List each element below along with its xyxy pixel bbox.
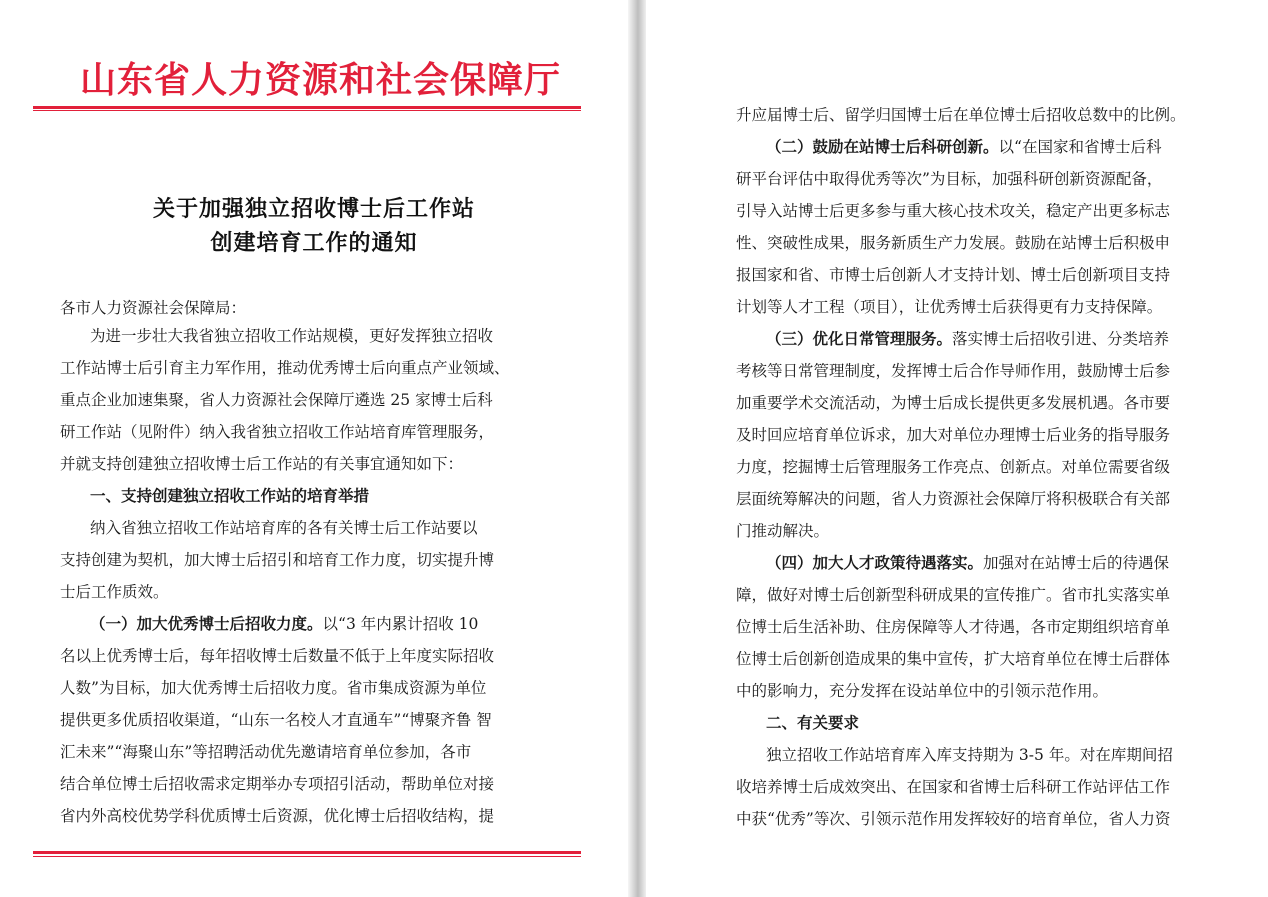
subsection-line bbox=[766, 328, 1169, 350]
body-line: 障，做好对博士后创新型科研成果的宣传推广。省市扎实落实单 bbox=[736, 586, 1171, 604]
body-line: 名以上优秀博士后，每年招收博士后数量不低于上年度实际招收 bbox=[60, 647, 495, 665]
body-line: 并就支持创建独立招收博士后工作站的有关事宜通知如下： bbox=[60, 455, 464, 473]
body-line: 研平台评估中取得优秀等次”为目标，加强科研创新资源配备， bbox=[736, 170, 1163, 188]
body-line: 计划等人才工程（项目），让优秀博士后获得更有力支持保障。 bbox=[736, 298, 1163, 316]
body-line: 引导入站博士后更多参与重大核心技术攻关，稳定产出更多标志 bbox=[736, 202, 1171, 220]
right-page bbox=[646, 0, 1268, 897]
section-heading-1: 一、支持创建独立招收工作站的培育举措 bbox=[90, 486, 370, 505]
footer-rule-thin bbox=[33, 856, 581, 857]
body-line: 力度，挖掘博士后管理服务工作亮点、创新点。对单位需要省级 bbox=[736, 458, 1171, 476]
body-line: 升应届博士后、留学归国博士后在单位博士后招收总数中的比例。 bbox=[736, 106, 1186, 124]
body-line: 位博士后创新创造成果的集中宣传，扩大培育单位在博士后群体 bbox=[736, 650, 1171, 668]
body-line: 层面统筹解决的问题，省人力资源社会保障厅将积极联合有关部 bbox=[736, 490, 1171, 508]
body-line: 考核等日常管理制度，发挥博士后合作导师作用，鼓励博士后参 bbox=[736, 362, 1171, 380]
body-line: 提供更多优质招收渠道，“山东一名校人才直通车”“博聚齐鲁 智 bbox=[60, 711, 492, 729]
document-title-line-2: 创建培育工作的通知 bbox=[210, 230, 418, 256]
subsection-line bbox=[766, 136, 1161, 158]
left-page bbox=[0, 0, 628, 897]
subsection-text: 加强对在站博士后的待遇保 bbox=[983, 554, 1170, 572]
page-gutter bbox=[628, 0, 646, 897]
subsection-line bbox=[766, 552, 1169, 574]
subsection-line bbox=[90, 613, 478, 635]
document-title-line-1: 关于加强独立招收博士后工作站 bbox=[152, 196, 475, 222]
subsection-text: 落实博士后招收引进、分类培养 bbox=[952, 330, 1170, 348]
body-line: 结合单位博士后招收需求定期举办专项招引活动，帮助单位对接 bbox=[60, 775, 495, 793]
body-line: 报国家和省、市博士后创新人才支持计划、博士后创新项目支持 bbox=[736, 266, 1171, 284]
body-line: 位博士后生活补助、住房保障等人才待遇，各市定期组织培育单 bbox=[736, 618, 1171, 636]
body-line: 支持创建为契机，加大博士后招引和培育工作力度，切实提升博 bbox=[60, 551, 495, 569]
subsection-heading-4: （四）加大人才政策待遇落实。 bbox=[766, 553, 984, 572]
body-line: 独立招收工作站培育库入库支持期为 3-5 年。对在库期间招 bbox=[766, 746, 1173, 764]
body-line: 中获“优秀”等次、引领示范作用发挥较好的培育单位，省人力资 bbox=[736, 810, 1171, 828]
body-line: 中的影响力，充分发挥在设站单位中的引领示范作用。 bbox=[736, 682, 1109, 700]
body-line: 工作站博士后引育主力军作用，推动优秀博士后向重点产业领域、 bbox=[60, 359, 510, 377]
subsection-text: 以“3 年内累计招收 10 bbox=[322, 615, 479, 633]
footer-rule-thick bbox=[33, 851, 581, 854]
body-line: 重点企业加速集聚，省人力资源社会保障厅遴选 25 家博士后科 bbox=[60, 391, 493, 409]
body-line: 省内外高校优势学科优质博士后资源，优化博士后招收结构，提 bbox=[60, 807, 495, 825]
body-line: 纳入省独立招收工作站培育库的各有关博士后工作站要以 bbox=[90, 519, 478, 537]
subsection-heading-3: （三）优化日常管理服务。 bbox=[766, 329, 953, 348]
body-line: 人数”为目标，加大优秀博士后招收力度。省市集成资源为单位 bbox=[60, 679, 487, 697]
agency-letterhead: 山东省人力资源和社会保障厅 bbox=[80, 59, 562, 101]
subsection-heading-1: （一）加大优秀博士后招收力度。 bbox=[90, 614, 323, 633]
body-line: 及时回应培育单位诉求，加大对单位办理博士后业务的指导服务 bbox=[736, 426, 1171, 444]
subsection-text: 以“在国家和省博士后科 bbox=[998, 138, 1162, 156]
section-heading-2: 二、有关要求 bbox=[766, 713, 860, 732]
body-line: 门推动解决。 bbox=[736, 522, 830, 540]
body-line: 为进一步壮大我省独立招收工作站规模，更好发挥独立招收 bbox=[90, 327, 494, 345]
body-line: 性、突破性成果，服务新质生产力发展。鼓励在站博士后积极申 bbox=[736, 234, 1171, 252]
body-line: 汇未来”“海聚山东”等招聘活动优先邀请培育单位参加，各市 bbox=[60, 743, 472, 761]
body-line: 研工作站（见附件）纳入我省独立招收工作站培育库管理服务， bbox=[60, 423, 495, 441]
body-line: 士后工作质效。 bbox=[60, 583, 169, 601]
body-line: 收培养博士后成效突出、在国家和省博士后科研工作站评估工作 bbox=[736, 778, 1171, 796]
letterhead-rule-thick bbox=[33, 106, 581, 109]
letterhead-rule-thin bbox=[33, 110, 581, 111]
subsection-heading-2: （二）鼓励在站博士后科研创新。 bbox=[766, 137, 999, 156]
salutation: 各市人力资源社会保障局： bbox=[60, 299, 247, 317]
body-line: 加重要学术交流活动，为博士后成长提供更多发展机遇。各市要 bbox=[736, 394, 1171, 412]
